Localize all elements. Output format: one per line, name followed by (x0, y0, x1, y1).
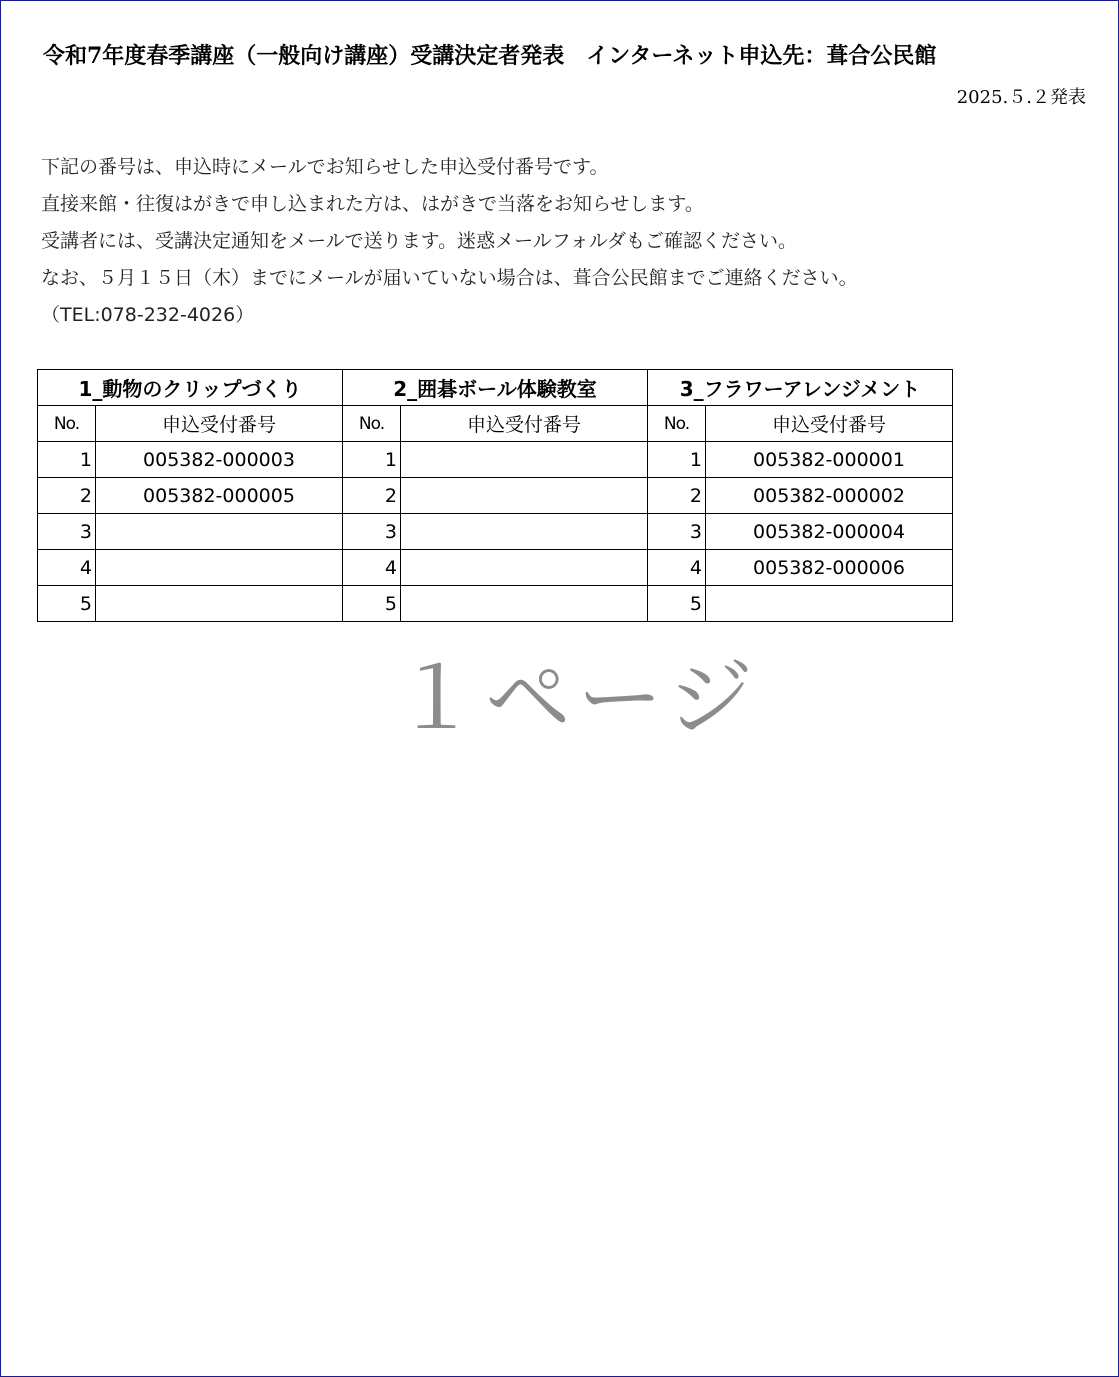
table-row (38, 550, 953, 586)
receipt-number: 005382-000001 (706, 442, 953, 478)
receipt-number (96, 514, 343, 550)
page-title: 令和7年度春季講座（一般向け講座）受講決定者発表 インターネット申込先：葺合公民館 (43, 43, 937, 69)
no-header: No. (343, 406, 401, 442)
row-no: 2 (343, 478, 401, 514)
table-row (38, 442, 953, 478)
row-no: 4 (648, 550, 706, 586)
notice-phone: （TEL:078-232-4026） (41, 304, 255, 326)
no-header: No. (648, 406, 706, 442)
notice-line: 受講者には、受講決定通知をメールで送ります。迷惑メールフォルダもご確認ください。 (41, 230, 798, 252)
number-header: 申込受付番号 (401, 406, 648, 442)
receipt-number (401, 586, 648, 622)
results-table (37, 369, 953, 622)
notice-line: 直接来館・往復はがきで申し込まれた方は、はがきで当落をお知らせします。 (41, 193, 704, 215)
number-header: 申込受付番号 (96, 406, 343, 442)
receipt-number (401, 514, 648, 550)
row-no: 1 (38, 442, 96, 478)
course-name-3: 3_フラワーアレンジメント (648, 370, 953, 406)
row-no: 4 (343, 550, 401, 586)
row-no: 3 (648, 514, 706, 550)
page-number-watermark: １ページ (393, 649, 760, 749)
row-no: 2 (38, 478, 96, 514)
receipt-number: 005382-000004 (706, 514, 953, 550)
announcement-date: 2025.５.２発表 (956, 87, 1086, 108)
row-no: 3 (38, 514, 96, 550)
receipt-number: 005382-000003 (96, 442, 343, 478)
no-header: No. (38, 406, 96, 442)
number-header: 申込受付番号 (706, 406, 953, 442)
receipt-number: 005382-000002 (706, 478, 953, 514)
notice-text (41, 149, 858, 334)
receipt-number: 005382-000005 (96, 478, 343, 514)
table-row (38, 514, 953, 550)
receipt-number (706, 586, 953, 622)
row-no: 1 (343, 442, 401, 478)
column-header-row (38, 406, 953, 442)
row-no: 1 (648, 442, 706, 478)
course-name-2: 2_囲碁ボール体験教室 (343, 370, 648, 406)
receipt-number (96, 586, 343, 622)
course-name-1: 1_動物のクリップづくり (38, 370, 343, 406)
row-no: 2 (648, 478, 706, 514)
row-no: 5 (343, 586, 401, 622)
course-header-row (38, 370, 953, 406)
receipt-number (401, 442, 648, 478)
receipt-number: 005382-000006 (706, 550, 953, 586)
receipt-number (401, 478, 648, 514)
receipt-number (96, 550, 343, 586)
row-no: 4 (38, 550, 96, 586)
table-row (38, 478, 953, 514)
notice-line: なお、５月１５日（木）までにメールが届いていない場合は、葺合公民館までご連絡ください。 (41, 267, 858, 289)
notice-line: 下記の番号は、申込時にメールでお知らせした申込受付番号です。 (41, 156, 609, 178)
row-no: 5 (648, 586, 706, 622)
row-no: 5 (38, 586, 96, 622)
table-row (38, 586, 953, 622)
receipt-number (401, 550, 648, 586)
row-no: 3 (343, 514, 401, 550)
